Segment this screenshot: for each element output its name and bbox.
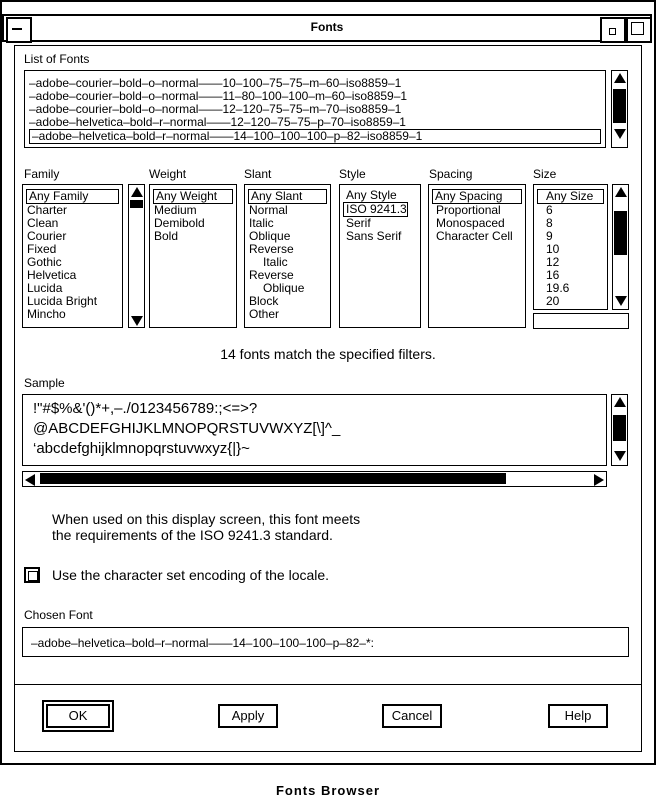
apply-button[interactable]: Apply [218,704,278,728]
style-label: Style [339,167,366,181]
weight-item[interactable]: Bold [154,229,179,243]
maximize-button[interactable] [626,17,652,43]
slant-item[interactable]: Other [249,307,280,321]
scroll-thumb[interactable] [613,415,626,441]
iso-message-line: the requirements of the ISO 9241.3 standard. [52,527,333,543]
match-count-text: 14 fonts match the specified filters. [220,346,436,362]
checkbox-inner [28,571,38,581]
size-item[interactable]: 8 [546,216,553,230]
size-label: Size [533,167,557,181]
sample-text-area [22,394,607,466]
size-item[interactable]: 10 [546,242,560,256]
style-list[interactable] [339,184,421,328]
family-item[interactable]: Fixed [27,242,57,256]
sample-vscrollbar[interactable] [611,394,628,466]
slant-item[interactable]: Normal [249,203,288,217]
size-item[interactable]: 9 [546,229,553,243]
scroll-down-arrow-icon[interactable] [131,316,143,326]
spacing-item[interactable]: Character Cell [436,229,513,243]
size-item-selected[interactable]: Any Size [537,189,604,204]
list-item[interactable]: –adobe–helvetica–bold–r–normal——12–120–75–75–p–70–iso8859–1 [29,115,406,129]
window-title: Fonts [310,20,344,34]
scroll-up-arrow-icon[interactable] [131,187,143,197]
minimize-button[interactable] [600,17,626,43]
family-item[interactable]: Gothic [27,255,62,269]
family-item-selected[interactable]: Any Family [26,189,119,204]
weight-item-selected[interactable]: Any Weight [153,189,233,204]
family-list[interactable] [22,184,123,328]
locale-checkbox[interactable] [24,567,40,583]
weight-list[interactable] [149,184,237,328]
figure-caption: Fonts Browser [275,783,380,798]
spacing-list[interactable] [428,184,526,328]
slant-item[interactable]: Italic [263,255,288,269]
slant-item[interactable]: Italic [249,216,274,230]
slant-item[interactable]: Block [249,294,279,308]
sample-label: Sample [24,376,65,390]
ok-button[interactable]: OK [46,704,110,728]
family-item[interactable]: Helvetica [27,268,77,282]
family-scrollbar[interactable] [128,184,145,328]
slant-item-selected[interactable]: Any Slant [248,189,327,204]
weight-label: Weight [149,167,187,181]
family-item[interactable]: Lucida Bright [27,294,98,308]
spacing-item[interactable]: Monospaced [436,216,505,230]
minimize-icon [609,28,616,35]
scroll-thumb[interactable] [613,89,626,123]
slant-item[interactable]: Oblique [263,281,305,295]
scroll-up-arrow-icon[interactable] [614,397,626,407]
scroll-down-arrow-icon[interactable] [615,296,627,306]
font-list[interactable] [24,70,606,148]
spacing-item-selected[interactable]: Any Spacing [432,189,522,204]
family-item[interactable]: Charter [27,203,68,217]
size-item[interactable]: 16 [546,268,560,282]
sample-hscrollbar[interactable] [22,471,607,487]
size-input[interactable] [533,313,629,329]
spacing-item[interactable]: Proportional [436,203,501,217]
spacing-label: Spacing [429,167,473,181]
help-button[interactable]: Help [548,704,608,728]
size-item[interactable]: 19.6 [546,281,570,295]
list-item-selected[interactable]: –adobe–helvetica–bold–r–normal——14–100–100–100–p–82–iso8859–1 [29,129,601,144]
weight-item[interactable]: Demibold [154,216,205,230]
scroll-thumb[interactable] [40,473,506,484]
family-item[interactable]: Clean [27,216,59,230]
scroll-down-arrow-icon[interactable] [614,129,626,139]
family-item[interactable]: Lucida [27,281,63,295]
iso-message-line: When used on this display screen, this font meets [52,511,361,527]
style-item[interactable]: Sans Serif [346,229,402,243]
slant-item[interactable]: Reverse [249,242,294,256]
scroll-down-arrow-icon[interactable] [614,451,626,461]
scroll-thumb[interactable] [130,200,143,208]
button-separator [14,684,642,685]
family-item[interactable]: Courier [27,229,67,243]
style-item[interactable]: Any Style [346,188,397,202]
family-label: Family [24,167,60,181]
weight-item[interactable]: Medium [154,203,197,217]
scroll-up-arrow-icon[interactable] [614,73,626,83]
chosen-font-value: –adobe–helvetica–bold–r–normal——14–100–100–100–p–82–*: [31,636,374,650]
slant-item[interactable]: Oblique [249,229,291,243]
size-item[interactable]: 6 [546,203,553,217]
family-item[interactable]: Mincho [27,307,66,321]
style-item-selected[interactable]: ISO 9241.3 [343,202,408,217]
size-item[interactable]: 20 [546,294,560,308]
locale-checkbox-label[interactable]: Use the character set encoding of the locale. [52,567,330,583]
slant-label: Slant [244,167,272,181]
scroll-left-arrow-icon[interactable] [25,474,35,486]
font-list-scrollbar[interactable] [611,70,628,148]
scroll-thumb[interactable] [614,211,627,255]
style-item[interactable]: Serif [346,216,371,230]
title-bar [2,14,652,42]
chosen-font-label: Chosen Font [24,608,93,622]
cancel-button[interactable]: Cancel [382,704,442,728]
sample-line: !"#$%&'()*+,–./0123456789:;<=>? [33,400,258,417]
iso-message [52,511,360,543]
list-item[interactable]: –adobe–courier–bold–o–normal——12–120–75–75–m–70–iso8859–1 [29,102,402,116]
list-item[interactable]: –adobe–courier–bold–o–normal——11–80–100–100–m–60–iso8859–1 [29,89,408,103]
sample-line: @ABCDEFGHIJKLMNOPQRSTUVWXYZ[\]^_ [33,420,341,437]
list-item[interactable]: –adobe–courier–bold–o–normal——10–100–75–75–m–60–iso8859–1 [29,76,402,90]
size-list[interactable] [533,184,608,310]
scroll-right-arrow-icon[interactable] [594,474,604,486]
slant-list[interactable] [244,184,331,328]
sample-line: ‘abcdefghijklmnopqrstuvwxyz{|}~ [33,440,250,457]
scroll-up-arrow-icon[interactable] [615,187,627,197]
chosen-font-field[interactable] [22,627,629,657]
size-item[interactable]: 12 [546,255,560,269]
slant-item[interactable]: Reverse [249,268,294,282]
list-of-fonts-label: List of Fonts [24,52,90,66]
size-scrollbar[interactable] [612,184,629,310]
maximize-icon [631,22,644,35]
